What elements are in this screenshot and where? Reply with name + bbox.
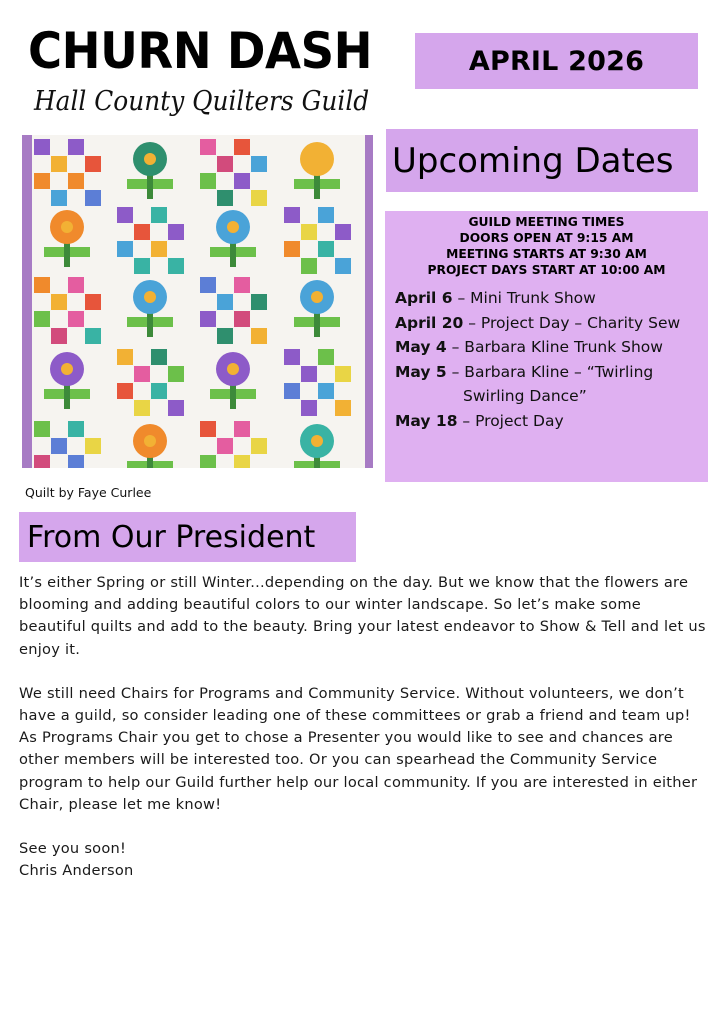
- quilt-patch: [34, 277, 50, 293]
- event-desc: – Mini Trunk Show: [452, 289, 596, 307]
- quilt-patch: [217, 190, 233, 206]
- quilt-patch: [234, 277, 250, 293]
- quilt-patch: [236, 389, 256, 399]
- issue-date: APRIL 2026: [468, 45, 645, 77]
- quilt-patch: [200, 156, 216, 172]
- quilt-border: [365, 135, 373, 468]
- letter-paragraph: It’s either Spring or still Winter...depending on the day. But we know that the flowers are blooming and adding beautiful colors to our winter landscape. So let’s make some beautiful quilts and add to the beauty. Bring your latest endeavor to Show & Tell and let us enjoy it.: [19, 574, 706, 658]
- quilt-patch: [301, 258, 317, 274]
- quilt-patch: [68, 156, 84, 172]
- quilt-patch: [217, 156, 233, 172]
- event-date: May 18: [395, 411, 458, 430]
- quilt-patch: [85, 455, 101, 468]
- quilt-patch: [227, 363, 239, 375]
- quilt-patch: [127, 461, 147, 468]
- quilt-patch: [217, 294, 233, 310]
- quilt-patch: [234, 156, 250, 172]
- quilt-patch: [251, 421, 267, 437]
- quilt-patch: [234, 455, 250, 468]
- quilt-patch: [301, 400, 317, 416]
- quilt-patch: [168, 366, 184, 382]
- event-date: May 5: [395, 362, 447, 381]
- quilt-patch: [134, 366, 150, 382]
- quilt-patch: [117, 366, 133, 382]
- photo-caption: Quilt by Faye Curlee: [25, 485, 152, 500]
- quilt-patch: [51, 156, 67, 172]
- quilt-patch: [200, 190, 216, 206]
- quilt-patch: [127, 317, 147, 327]
- quilt-patch: [318, 400, 334, 416]
- quilt-patch: [68, 328, 84, 344]
- quilt-patch: [234, 421, 250, 437]
- quilt-patch: [34, 190, 50, 206]
- quilt-patch: [294, 317, 314, 327]
- quilt-patch: [227, 221, 239, 233]
- quilt-patch: [61, 221, 73, 233]
- quilt-patch: [151, 241, 167, 257]
- quilt-patch: [34, 438, 50, 454]
- quilt-patch: [44, 247, 64, 257]
- event-desc: – Barbara Kline – “Twirling: [446, 362, 654, 381]
- quilt-patch: [144, 291, 156, 303]
- issue-date-badge: [415, 33, 698, 89]
- quilt-patch: [34, 156, 50, 172]
- event-item: [395, 409, 708, 434]
- quilt-patch: [51, 173, 67, 189]
- quilt-patch: [151, 400, 167, 416]
- quilt-patch: [335, 400, 351, 416]
- quilt-patch: [335, 366, 351, 382]
- quilt-patch: [200, 277, 216, 293]
- meeting-times-line: MEETING STARTS AT 9:30 AM: [446, 247, 647, 261]
- meeting-times-line: DOORS OPEN AT 9:15 AM: [459, 231, 634, 245]
- quilt-patch: [151, 224, 167, 240]
- quilt-patch: [34, 173, 50, 189]
- quilt-patch: [85, 139, 101, 155]
- quilt-patch: [151, 207, 167, 223]
- quilt-patch: [68, 277, 84, 293]
- quilt-patch: [117, 383, 133, 399]
- quilt-patch: [301, 224, 317, 240]
- quilt-patch: [318, 349, 334, 365]
- event-desc: – Project Day – Charity Sew: [463, 313, 681, 332]
- quilt-patch: [51, 139, 67, 155]
- quilt-patch: [251, 455, 267, 468]
- quilt-patch: [117, 207, 133, 223]
- quilt-patch: [168, 258, 184, 274]
- quilt-patch: [234, 294, 250, 310]
- quilt-patch: [117, 349, 133, 365]
- quilt-patch: [68, 438, 84, 454]
- quilt-patch: [134, 258, 150, 274]
- quilt-patch: [311, 435, 323, 447]
- quilt-patch: [335, 383, 351, 399]
- quilt-patch: [200, 421, 216, 437]
- quilt-patch: [85, 328, 101, 344]
- quilt-patch: [234, 311, 250, 327]
- quilt-patch: [301, 366, 317, 382]
- quilt-patch: [34, 311, 50, 327]
- quilt-patch: [51, 328, 67, 344]
- quilt-patch: [251, 438, 267, 454]
- quilt-patch: [294, 179, 314, 189]
- event-date: April 6: [395, 289, 453, 307]
- quilt-patch: [251, 294, 267, 310]
- quilt-patch: [320, 179, 340, 189]
- event-item: [395, 311, 708, 336]
- quilt-patch: [234, 328, 250, 344]
- quilt-patch: [335, 224, 351, 240]
- event-item: [395, 360, 708, 409]
- quilt-patch: [320, 317, 340, 327]
- quilt-patch: [301, 207, 317, 223]
- quilt-patch: [153, 461, 173, 468]
- quilt-border: [22, 135, 32, 468]
- quilt-patch: [217, 328, 233, 344]
- quilt-patch: [284, 349, 300, 365]
- quilt-patch: [153, 317, 173, 327]
- quilt-patch: [85, 438, 101, 454]
- quilt-patch: [70, 389, 90, 399]
- quilt-patch: [200, 173, 216, 189]
- quilt-patch: [294, 461, 314, 468]
- quilt-patch: [168, 400, 184, 416]
- quilt-patch: [168, 383, 184, 399]
- quilt-patch: [151, 383, 167, 399]
- quilt-patch: [85, 156, 101, 172]
- event-list: [395, 286, 708, 433]
- quilt-patch: [34, 139, 50, 155]
- quilt-patch: [301, 383, 317, 399]
- quilt-patch: [200, 455, 216, 468]
- quilt-patch: [85, 421, 101, 437]
- newsletter-title: CHURN DASH: [28, 22, 373, 80]
- quilt-patch: [134, 349, 150, 365]
- quilt-patch: [217, 311, 233, 327]
- quilt-patch: [68, 173, 84, 189]
- quilt-patch: [311, 291, 323, 303]
- quilt-patch: [200, 438, 216, 454]
- quilt-patch: [251, 156, 267, 172]
- president-heading-text: From Our President: [27, 519, 316, 555]
- quilt-patch: [51, 277, 67, 293]
- quilt-photo: [22, 135, 373, 468]
- quilt-patch: [284, 207, 300, 223]
- quilt-patch: [335, 207, 351, 223]
- quilt-patch: [51, 455, 67, 468]
- event-item: [395, 286, 708, 311]
- quilt-patch: [320, 461, 340, 468]
- quilt-patch: [234, 139, 250, 155]
- quilt-patch: [284, 400, 300, 416]
- quilt-patch: [85, 294, 101, 310]
- quilt-patch: [44, 389, 64, 399]
- quilt-patch: [127, 179, 147, 189]
- quilt-patch: [34, 328, 50, 344]
- event-date: April 20: [395, 313, 464, 332]
- quilt-patch: [151, 366, 167, 382]
- event-desc-continued: Swirling Dance”: [463, 387, 587, 405]
- quilt-patch: [85, 173, 101, 189]
- quilt-patch: [234, 438, 250, 454]
- quilt-patch: [284, 366, 300, 382]
- quilt-patch: [68, 421, 84, 437]
- quilt-patch: [34, 294, 50, 310]
- quilt-patch: [318, 258, 334, 274]
- quilt-patch: [134, 241, 150, 257]
- quilt-patch: [51, 438, 67, 454]
- quilt-patch: [68, 294, 84, 310]
- quilt-patch: [117, 224, 133, 240]
- quilt-patch: [251, 277, 267, 293]
- quilt-patch: [318, 241, 334, 257]
- event-desc: – Project Day: [457, 411, 564, 430]
- quilt-patch: [85, 311, 101, 327]
- quilt-patch: [134, 383, 150, 399]
- quilt-patch: [217, 277, 233, 293]
- quilt-patch: [236, 247, 256, 257]
- quilt-patch: [70, 247, 90, 257]
- upcoming-dates-heading: [386, 129, 698, 192]
- quilt-patch: [301, 349, 317, 365]
- quilt-patch: [217, 421, 233, 437]
- quilt-patch: [251, 311, 267, 327]
- quilt-patch: [51, 311, 67, 327]
- quilt-patch: [117, 241, 133, 257]
- quilt-patch: [318, 366, 334, 382]
- event-date: May 4: [395, 338, 447, 356]
- quilt-patch: [61, 363, 73, 375]
- quilt-patch: [200, 328, 216, 344]
- quilt-patch: [168, 224, 184, 240]
- quilt-patch: [335, 258, 351, 274]
- quilt-patch: [168, 349, 184, 365]
- quilt-patch: [51, 421, 67, 437]
- quilt-patch: [34, 421, 50, 437]
- quilt-patch: [234, 190, 250, 206]
- event-desc: – Barbara Kline Trunk Show: [446, 338, 663, 356]
- quilt-patch: [151, 258, 167, 274]
- quilt-patch: [144, 435, 156, 447]
- quilt-patch: [284, 258, 300, 274]
- quilt-patch: [117, 400, 133, 416]
- quilt-patch: [200, 311, 216, 327]
- quilt-patch: [217, 438, 233, 454]
- letter-paragraph: We still need Chairs for Programs and Community Service. Without volunteers, we don’t have a guild, so consider leading one of these committees or grab a friend and team up! As Programs Chair you get to chose a Presenter you would like to see and chances are other members will be interested too. Or you can spearhead the Community Service program to help our Guild further help our local community. If you are interested in either Chair, please let me know!: [19, 684, 698, 813]
- meeting-times: [385, 214, 708, 278]
- quilt-patch: [251, 173, 267, 189]
- letter-closing: See you soon!: [19, 840, 127, 858]
- quilt-patch: [51, 294, 67, 310]
- quilt-patch: [144, 153, 156, 165]
- guild-name: Hall County Quilters Guild: [34, 86, 370, 117]
- quilt-patch: [284, 224, 300, 240]
- quilt-patch: [217, 455, 233, 468]
- quilt-patch: [318, 224, 334, 240]
- quilt-patch: [301, 241, 317, 257]
- quilt-patch: [168, 241, 184, 257]
- quilt-patch: [210, 247, 230, 257]
- meeting-times-line: PROJECT DAYS START AT 10:00 AM: [427, 263, 666, 277]
- quilt-patch: [85, 190, 101, 206]
- quilt-patch: [168, 207, 184, 223]
- quilt-patch: [210, 389, 230, 399]
- quilt-patch: [68, 311, 84, 327]
- letter-signature: Chris Anderson: [19, 862, 134, 880]
- quilt-patch: [134, 207, 150, 223]
- quilt-patch: [51, 190, 67, 206]
- quilt-patch: [284, 241, 300, 257]
- quilt-patch: [217, 173, 233, 189]
- quilt-patch: [134, 224, 150, 240]
- quilt-patch: [251, 139, 267, 155]
- quilt-patch: [217, 139, 233, 155]
- quilt-illustration: [22, 135, 373, 468]
- quilt-patch: [68, 190, 84, 206]
- quilt-patch: [85, 277, 101, 293]
- quilt-patch: [68, 139, 84, 155]
- president-letter: [19, 572, 709, 882]
- quilt-patch: [200, 139, 216, 155]
- quilt-patch: [318, 383, 334, 399]
- quilt-patch: [234, 173, 250, 189]
- quilt-patch: [117, 258, 133, 274]
- quilt-patch: [335, 349, 351, 365]
- president-heading: [19, 512, 356, 562]
- quilt-patch: [318, 207, 334, 223]
- upcoming-heading-text: Upcoming Dates: [392, 140, 674, 181]
- events-panel: [385, 211, 708, 482]
- quilt-patch: [34, 455, 50, 468]
- meeting-times-line: GUILD MEETING TIMES: [468, 215, 625, 229]
- quilt-patch: [200, 294, 216, 310]
- quilt-patch: [153, 179, 173, 189]
- quilt-patch: [251, 190, 267, 206]
- quilt-patch: [251, 328, 267, 344]
- quilt-patch: [284, 383, 300, 399]
- quilt-patch: [68, 455, 84, 468]
- quilt-patch: [151, 349, 167, 365]
- quilt-patch: [311, 153, 323, 165]
- quilt-patch: [335, 241, 351, 257]
- quilt-patch: [134, 400, 150, 416]
- event-item: [395, 335, 708, 360]
